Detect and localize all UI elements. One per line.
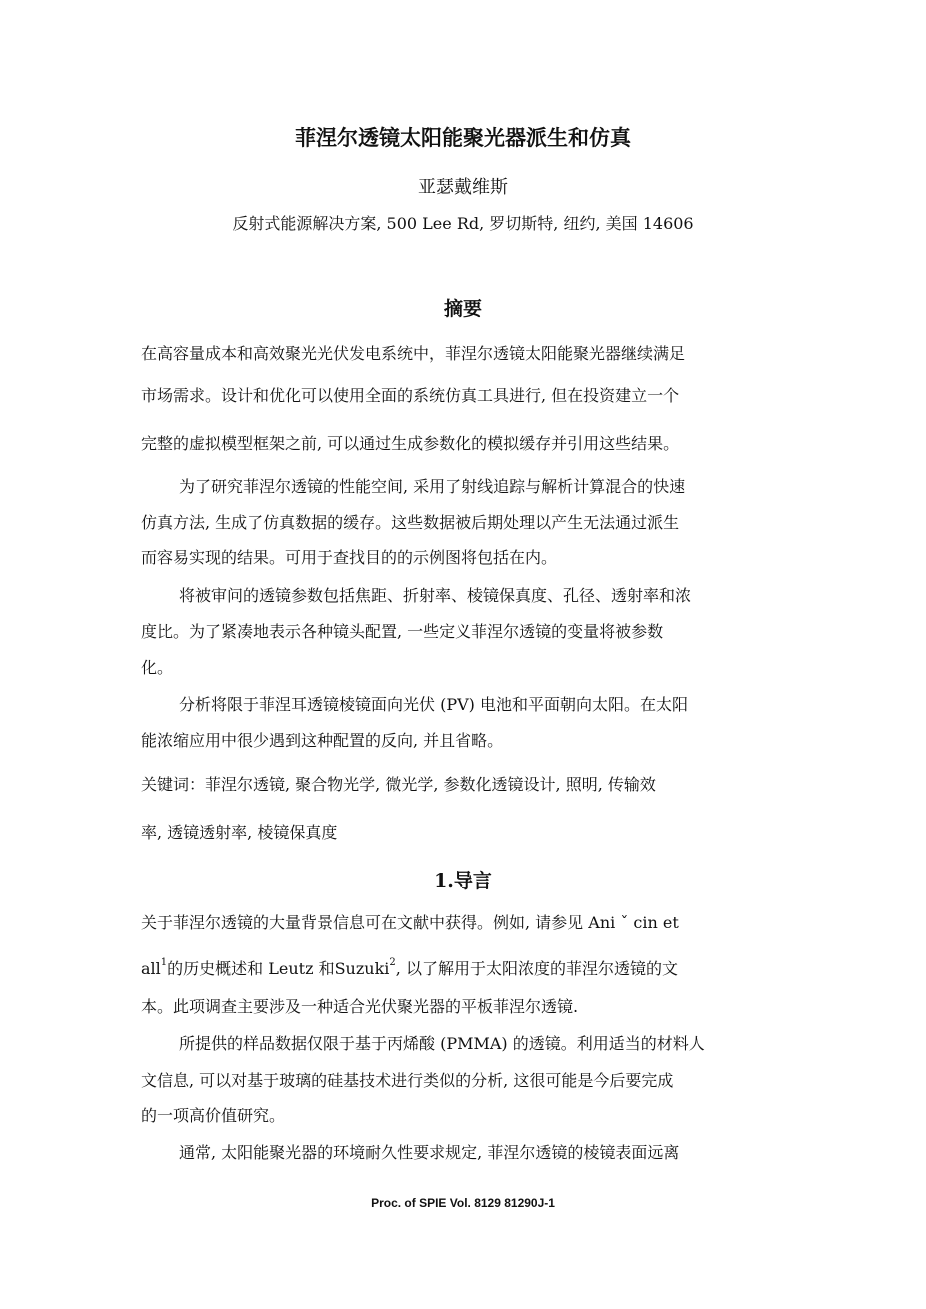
page-footer: Proc. of SPIE Vol. 8129 81290J-1: [371, 1196, 555, 1210]
abstract-line: 市场需求。设计和优化可以使用全面的系统仿真工具进行, 但在投资建立一个: [141, 386, 680, 405]
intro-text: 的历史概述和 Leutz 和Suzuki: [167, 959, 390, 978]
abstract-line: 为了研究菲涅尔透镜的性能空间, 采用了射线追踪与解析计算混合的快速: [179, 477, 686, 496]
keywords-line: 关键词：菲涅尔透镜, 聚合物光学, 微光学, 参数化透镜设计, 照明, 传输效: [141, 775, 656, 794]
paper-author: 亚瑟戴维斯: [418, 177, 508, 198]
intro-line: 本。此项调查主要涉及一种适合光伏聚光器的平板菲涅尔透镜.: [141, 997, 579, 1016]
citation-1: 1: [160, 957, 168, 968]
intro-line: 文信息, 可以对基于玻璃的硅基技术进行类似的分析, 这很可能是今后要完成: [141, 1071, 674, 1090]
abstract-line: 而容易实现的结果。可用于查找目的的示例图将包括在内。: [141, 548, 558, 567]
abstract-line: 度比。为了紧凑地表示各种镜头配置, 一些定义菲涅尔透镜的变量将被参数: [141, 622, 664, 641]
citation-2: 2: [389, 957, 396, 968]
paper-affiliation: 反射式能源解决方案, 500 Lee Rd, 罗切斯特, 纽约, 美国 14606: [232, 214, 694, 233]
intro-line: 关于菲涅尔透镜的大量背景信息可在文献中获得。例如, 请参见 Ani ˇ cin et: [141, 913, 679, 932]
intro-line: 所提供的样品数据仅限于基于丙烯酸 (PMMA) 的透镜。利用适当的材料人: [179, 1034, 705, 1053]
paper-title: 菲涅尔透镜太阳能聚光器派生和仿真: [295, 125, 631, 150]
intro-line-with-citations: [141, 956, 678, 979]
abstract-line: 能浓缩应用中很少遇到这种配置的反向, 并且省略。: [141, 731, 504, 750]
intro-text: all: [141, 959, 161, 978]
abstract-heading: 摘要: [443, 298, 482, 320]
abstract-line: 在高容量成本和高效聚光光伏发电系统中，菲涅尔透镜太阳能聚光器继续满足: [141, 344, 686, 363]
abstract-line: 仿真方法, 生成了仿真数据的缓存。这些数据被后期处理以产生无法通过派生: [141, 513, 680, 532]
intro-text: , 以了解用于太阳浓度的菲涅尔透镜的文: [395, 959, 678, 978]
abstract-line: 化。: [141, 658, 174, 677]
intro-line: 通常, 太阳能聚光器的环境耐久性要求规定, 菲涅尔透镜的棱镜表面远离: [179, 1143, 680, 1162]
abstract-line: 分析将限于菲涅耳透镜棱镜面向光伏 (PV) 电池和平面朝向太阳。在太阳: [179, 695, 688, 714]
intro-line: 的一项高价值研究。: [141, 1106, 286, 1125]
keywords-line: 率, 透镜透射率, 棱镜保真度: [141, 823, 338, 842]
intro-heading: 1.导言: [434, 870, 492, 892]
abstract-line: 将被审问的透镜参数包括焦距、折射率、棱镜保真度、孔径、透射率和浓: [179, 586, 692, 605]
abstract-line: 完整的虚拟模型框架之前, 可以通过生成参数化的模拟缓存并引用这些结果。: [141, 434, 680, 453]
